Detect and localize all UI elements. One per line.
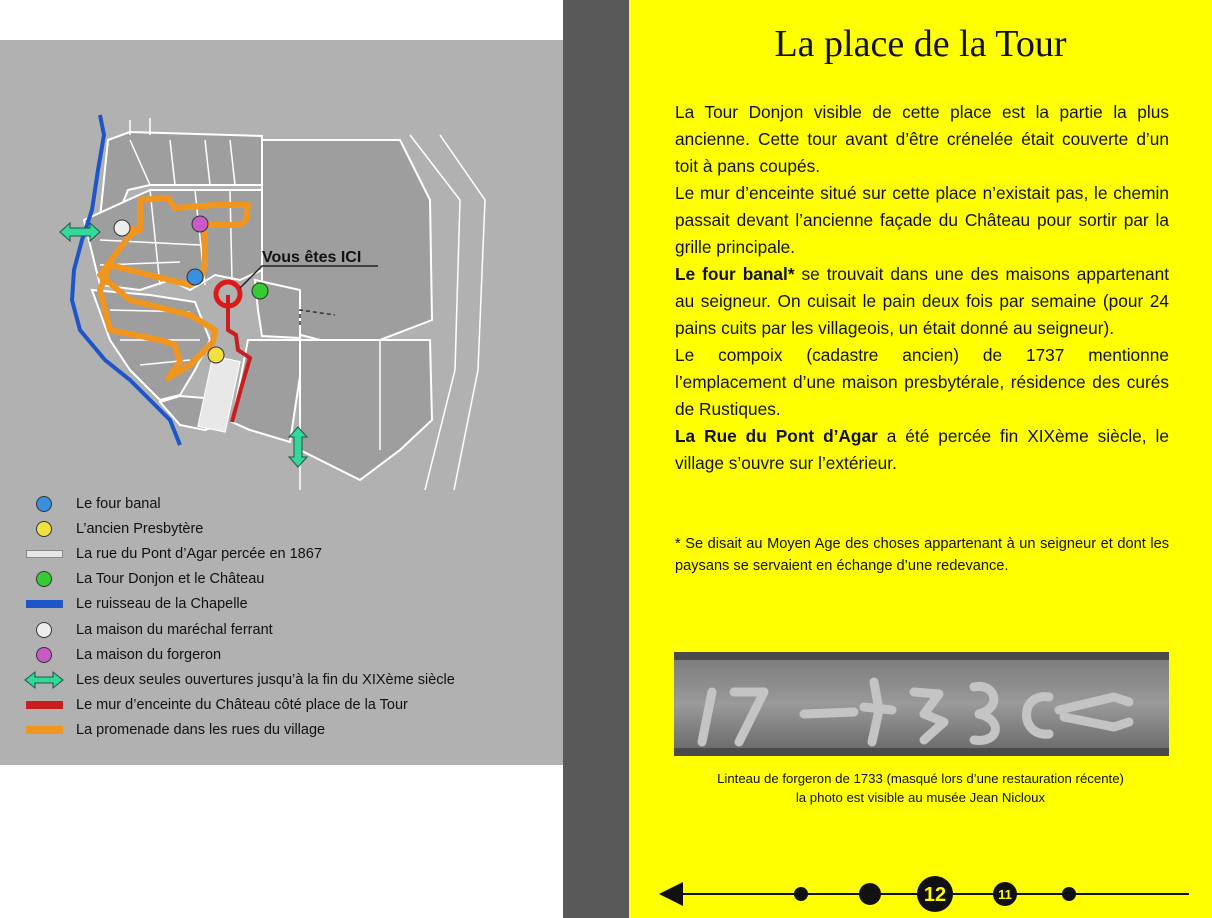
paragraph-text: se trouvait dans une des maisons appartenant au seigneur. On cuisait le pain deux fois par semaine (pour 24 pains cuits par les villageois, un était donné au seigneur).: [675, 264, 1169, 338]
text-panel: [629, 0, 1212, 918]
body-text: [675, 99, 1169, 477]
paragraph-text: Le mur d’enceinte situé sur cette place n’existait pas, le chemin passait devant l’ancienne façade du Château pour sortir par la grille principale.: [675, 183, 1169, 257]
caption-line-1: Linteau de forgeron de 1733 (masqué lors d’une restauration récente): [717, 771, 1124, 786]
legend-bar-icon: [26, 726, 63, 734]
legend-label: Le four banal: [76, 495, 161, 512]
legend-label: Le ruisseau de la Chapelle: [76, 596, 248, 613]
lintel-photo: [674, 652, 1169, 756]
legend-symbol: [24, 594, 76, 614]
presbytery-marker: [208, 347, 224, 363]
nav-dot-large[interactable]: [859, 883, 881, 905]
map-legend: [24, 491, 455, 743]
legend-label: Les deux seules ouvertures jusqu’à la fin du XIXème siècle: [76, 671, 455, 688]
legend-label: La promenade dans les rues du village: [76, 722, 326, 739]
blacksmith-marker: [192, 216, 208, 232]
legend-symbol: [24, 670, 76, 690]
legend-symbol: [24, 569, 76, 589]
legend-symbol: [24, 519, 76, 539]
legend-symbol: [24, 620, 76, 640]
legend-dot-icon: [36, 571, 52, 587]
legend-label: La Tour Donjon et le Château: [76, 571, 265, 588]
legend-item: [24, 718, 455, 743]
caption-line-2: la photo est visible au musée Jean Nicloux: [795, 790, 1046, 805]
legend-symbol: [24, 494, 76, 514]
legend-bar-icon: [26, 701, 63, 709]
legend-item: [24, 667, 455, 692]
back-arrow-icon[interactable]: [659, 882, 683, 906]
tower-marker: [252, 283, 268, 299]
you-are-here-label: Vous êtes ICI: [262, 249, 362, 266]
legend-label: La maison du forgeron: [76, 646, 222, 663]
legend-item: [24, 541, 455, 566]
legend-bar-icon: [26, 600, 63, 608]
legend-dot-icon: [36, 496, 52, 512]
page-title: La place de la Tour: [774, 23, 1067, 65]
legend-item: [24, 693, 455, 718]
legend-dot-icon: [36, 622, 52, 638]
footnote: * Se disait au Moyen Age des choses appartenant à un seigneur et dont les paysans se servaient en échange d’une redevance.: [675, 536, 1169, 574]
legend-label: L’ancien Presbytère: [76, 520, 204, 537]
village-map: [0, 40, 563, 490]
oven-marker: [187, 269, 203, 285]
legend-arrow-icon: [24, 670, 64, 690]
paragraph: [675, 99, 1169, 180]
blacksmith-farrier-marker: [114, 220, 130, 236]
paragraph-text: a été percée fin XIXème siècle, le village s’ouvre sur l’extérieur.: [675, 426, 1169, 473]
nav-current-label: 12: [923, 884, 947, 906]
legend-item: [24, 642, 455, 667]
legend-item: [24, 617, 455, 642]
legend-dot-icon: [36, 647, 52, 663]
paragraph: [675, 261, 1169, 342]
legend-label: La maison du maréchal ferrant: [76, 621, 273, 638]
legend-symbol: [24, 695, 76, 715]
paragraph: [675, 423, 1169, 477]
legend-dot-icon: [36, 521, 52, 537]
page-navigation: [629, 870, 1212, 918]
paragraph-lead: Le four banal*: [675, 264, 795, 284]
paragraph: [675, 342, 1169, 423]
legend-symbol: [24, 645, 76, 665]
legend-label: La rue du Pont d’Agar percée en 1867: [76, 545, 322, 562]
photo-caption: [629, 769, 1212, 807]
paragraph-lead: La Rue du Pont d’Agar: [675, 426, 878, 446]
page-divider: [563, 0, 629, 918]
paragraph-text: La Tour Donjon visible de cette place est la partie la plus ancienne. Cette tour avant d’être crénelée était couverte d’un toit à pans coupés.: [675, 102, 1169, 176]
legend-item: [24, 592, 455, 617]
nav-dot[interactable]: [794, 887, 808, 901]
legend-symbol: [24, 544, 76, 564]
legend-bar-icon: [26, 550, 63, 558]
legend-item: [24, 567, 455, 592]
paragraph-text: Le compoix (cadastre ancien) de 1737 mentionne l’emplacement d’une maison presbytérale, résidence des curés de Rustiques.: [675, 345, 1169, 419]
paragraph: [675, 180, 1169, 261]
nav-dot[interactable]: [1062, 887, 1076, 901]
map-panel: [0, 40, 563, 765]
legend-item: [24, 516, 455, 541]
nav-next-label: 11: [998, 887, 1012, 902]
legend-label: Le mur d’enceinte du Château côté place de la Tour: [76, 697, 408, 714]
legend-symbol: [24, 720, 76, 740]
legend-item: [24, 491, 455, 516]
